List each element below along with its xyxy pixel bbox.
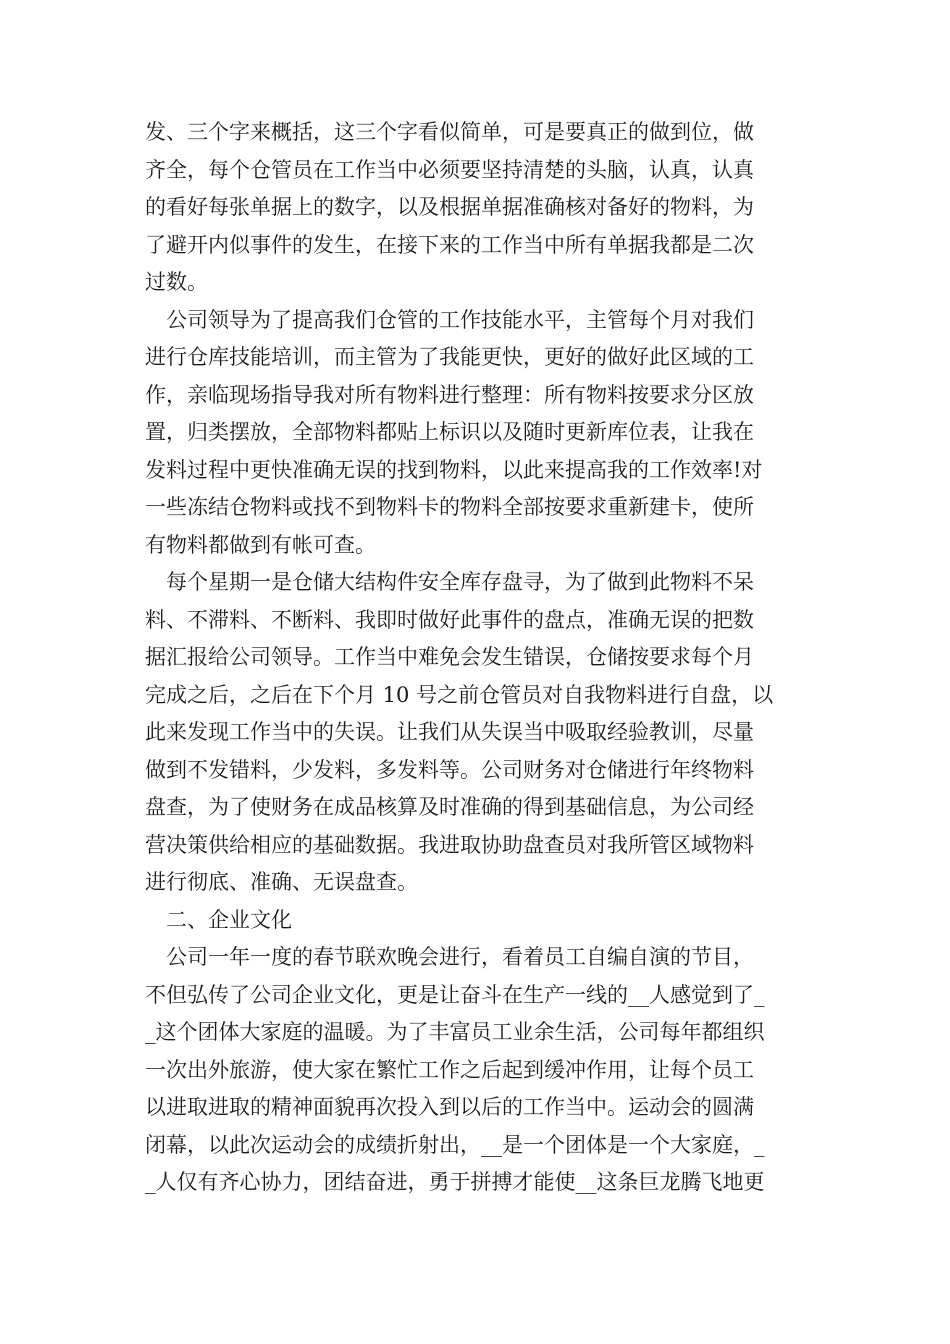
paragraph-line: 有物料都做到有帐可查。 (145, 532, 376, 557)
paragraph-line: 齐全，每个仓管员在工作当中必须要坚持清楚的头脑，认真，认真 (145, 157, 754, 182)
paragraph-line: 此来发现工作当中的失误。让我们从失误当中吸取经验教训，尽量 (145, 720, 754, 744)
paragraph-line: 过数。 (145, 270, 208, 294)
paragraph-line: 了避开内似事件的发生，在接下来的工作当中所有单据我都是二次 (145, 232, 754, 257)
paragraph-line: 作，亲临现场指导我对所有物料进行整理：所有物料按要求分区放 (145, 382, 754, 407)
paragraph-line: 进行仓库技能培训，而主管为了我能更快，更好的做好此区域的工 (145, 345, 754, 369)
paragraph-line: 置，归类摆放，全部物料都贴上标识以及随时更新库位表，让我在 (145, 420, 754, 444)
paragraph-line: 完成之后，之后在下个月 10 号之前仓管员对自我物料进行自盘，以 (145, 682, 774, 707)
paragraph-line: 做到不发错料，少发料，多发料等。公司财务对仓储进行年终物料 (145, 757, 754, 782)
paragraph-line: 一次出外旅游，使大家在繁忙工作之后起到缓冲作用，让每个员工 (145, 1057, 754, 1082)
paragraph-line: 料、不滞料、不断料、我即时做好此事件的盘点，准确无误的把数 (145, 607, 754, 632)
paragraph-line: 盘查，为了使财务在成品核算及时准确的得到基础信息，为公司经 (145, 795, 754, 819)
paragraph-line: 据汇报给公司领导。工作当中难免会发生错误，仓储按要求每个月 (145, 645, 754, 669)
section-heading: 二、企业文化 (166, 907, 292, 932)
paragraph-line: 发、三个字来概括，这三个字看似简单，可是要真正的做到位，做 (145, 120, 754, 144)
paragraph-line: 发料过程中更快准确无误的找到物料，以此来提高我的工作效率!对 (145, 457, 763, 482)
paragraph-line: 每个星期一是仓储大结构件安全库存盘寻，为了做到此物料不呆 (166, 570, 754, 594)
paragraph-line: 进行彻底、准确、无误盘查。 (145, 870, 418, 894)
paragraph-line: 一些冻结仓物料或找不到物料卡的物料全部按要求重新建卡，使所 (145, 495, 754, 519)
paragraph-line: 公司领导为了提高我们仓管的工作技能水平，主管每个月对我们 (166, 307, 754, 332)
paragraph-line: 闭幕，以此次运动会的成绩折射出，__是一个团体是一个大家庭，_ (145, 1132, 765, 1157)
paragraph-line: 营决策供给相应的基础数据。我进取协助盘查员对我所管区域物料 (145, 832, 754, 857)
document-body (145, 114, 810, 1202)
paragraph-line: 公司一年一度的春节联欢晚会进行，看着员工自编自演的节目， (166, 945, 754, 969)
paragraph-line: _人仅有齐心协力，团结奋进，勇于拼搏才能使__这条巨龙腾飞地更 (145, 1170, 765, 1194)
paragraph-line: _这个团体大家庭的温暖。为了丰富员工业余生活，公司每年都组织 (145, 1020, 765, 1044)
paragraph-line: 以进取进取的精神面貌再次投入到以后的工作当中。运动会的圆满 (145, 1095, 754, 1119)
paragraph-line: 的看好每张单据上的数字，以及根据单据准确核对备好的物料，为 (145, 195, 754, 219)
paragraph-line: 不但弘传了公司企业文化，更是让奋斗在生产一线的__人感觉到了_ (145, 982, 765, 1007)
